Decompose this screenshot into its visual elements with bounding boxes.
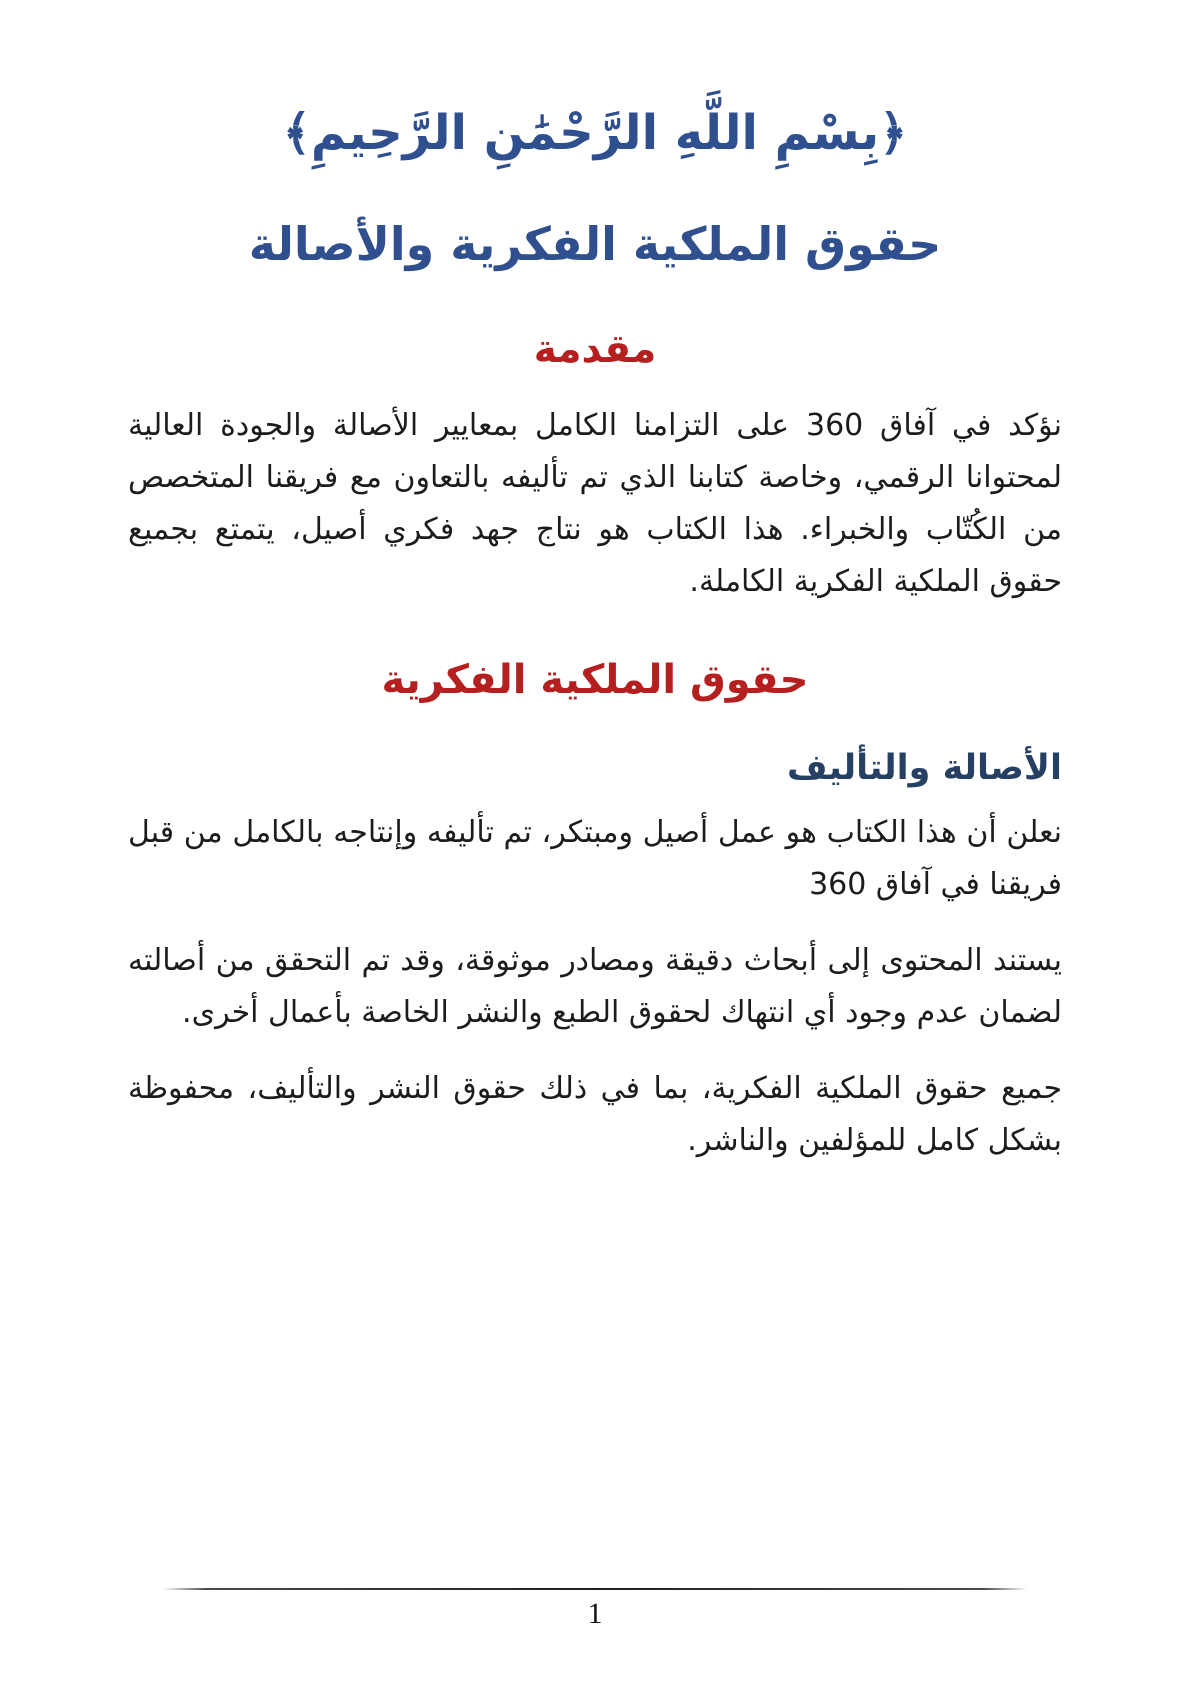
page-number: 1 [587,1597,603,1630]
originality-paragraph-3: جميع حقوق الملكية الفكرية، بما في ذلك حقوق النشر والتأليف، محفوظة بشكل كامل للمؤلفين والناشر. [128,1071,1062,1159]
intro-paragraph: نؤكد في آفاق 360 على التزامنا الكامل بمعايير الأصالة والجودة العالية لمحتوانا الرقمي، وخاصة كتابنا الذي تم تأليفه بالتعاون مع فريقنا المتخصص من الكُتّاب والخبراء. هذا الكتاب هو نتاج جهد فكري أصيل، يتمتع بجميع حقوق الملكية الفكرية الكاملة. [128,407,1062,599]
footer-divider [163,1588,1027,1590]
originality-paragraph-2: يستند المحتوى إلى أبحاث دقيقة ومصادر موثوقة، وقد تم التحقق من أصالته لضمان عدم وجود أي انتهاك لحقوق الطبع والنشر الخاصة بأعمال أخرى. [128,943,1062,1031]
intro-heading: مقدمة [533,327,657,373]
originality-heading: الأصالة والتأليف [786,747,1062,788]
ip-rights-heading: حقوق الملكية الفكرية [381,656,809,703]
document-title: حقوق الملكية الفكرية والأصالة [248,217,942,272]
originality-paragraph-1: نعلن أن هذا الكتاب هو عمل أصيل ومبتكر، تم تأليفه وإنتاجه بالكامل من قبل فريقنا في آفاق 360 [128,815,1062,903]
basmala: ﴿بِسْمِ اللَّهِ الرَّحْمَٰنِ الرَّحِيمِ﴾ [282,105,908,161]
